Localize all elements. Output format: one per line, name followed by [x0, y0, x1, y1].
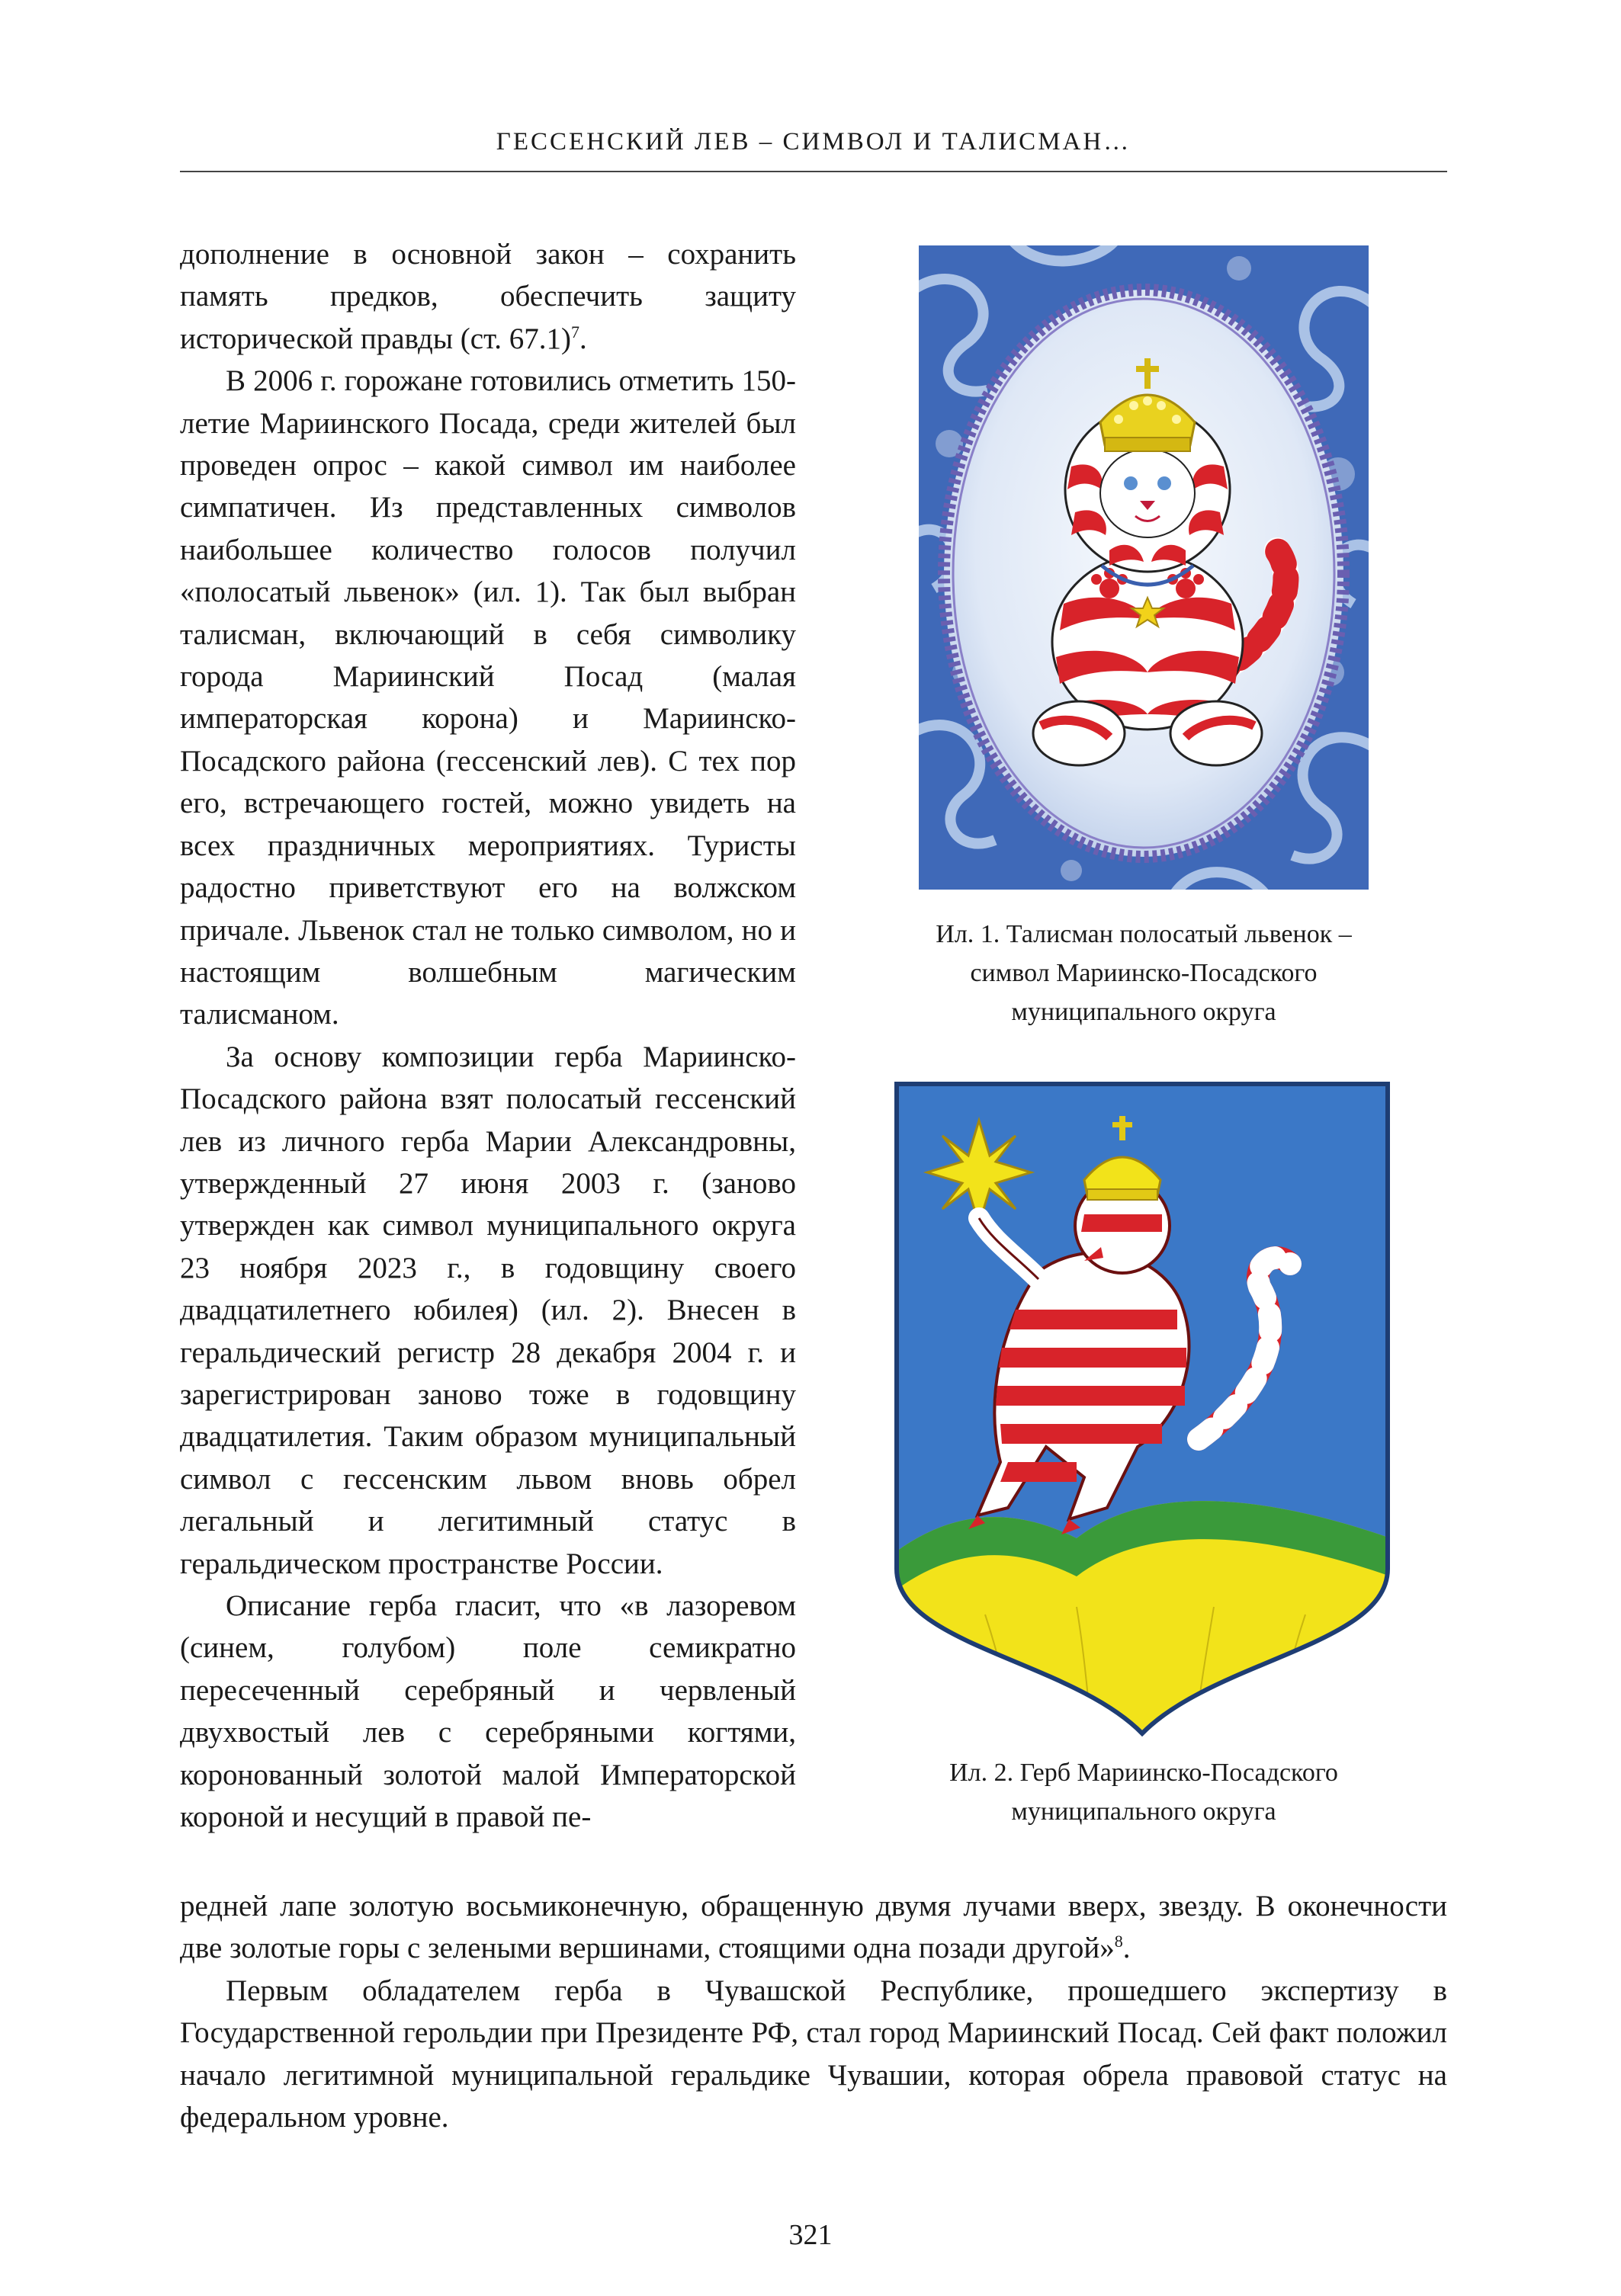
footnote-ref[interactable]: 7: [570, 322, 579, 342]
figure-talisman-lion-cub: [919, 245, 1369, 890]
running-head: ГЕССЕНСКИЙ ЛЕВ – СИМВОЛ И ТАЛИСМАН…: [496, 128, 1131, 156]
paragraph: дополнение в основной закон – сохранить память предков, обеспечить защиту исторической правды (ст. 67.1)$^7$.: [180, 238, 796, 355]
caption-line: символ Мариинско-Посадского: [970, 959, 1318, 987]
lion-eye-right: [1157, 476, 1171, 490]
header-rule: [180, 171, 1447, 172]
figure-coat-of-arms: [894, 1081, 1391, 1736]
crown-cross: [1144, 358, 1151, 389]
caption-line: муниципального округа: [1011, 1797, 1276, 1826]
crown-cross: [1119, 1116, 1125, 1140]
paragraph-text: дополнение в основной закон – сохранить память предков, обеспечить защиту исторической правды (ст. 67.1): [180, 238, 796, 355]
paragraph: Первым обладателем герба в Чувашской Республике, прошедшего экспертизу в Государственной герольдии при Президенте РФ, стал город Мариинский Посад. Сей факт положил начало легитимной муниципальной геральдике Чувашии, которая обрела правовой статус на федеральном уровне.: [180, 1974, 1447, 2134]
footnote-ref[interactable]: 8: [1114, 1932, 1123, 1951]
caption-line: Ил. 1. Талисман полосатый львенок –: [936, 920, 1352, 948]
figure2-caption: [854, 1753, 1433, 1831]
figure1-caption: [854, 915, 1433, 1031]
left-text-column: [180, 233, 796, 1838]
paragraph: За основу композиции герба Мариинско-Посадского района взят полосатый гессенский лев из личного герба Марии Александровны, утвержденный 27 июня 2003 г. (заново утвержден как символ муниципального округа 23 ноября 2023 г., в годовщину своего двадцатилетнего юбилея) (ил. 2). Внесен в геральдический регистр 28 декабря 2004 г. и зарегистрирован заново тоже в годовщину двадцатилетия. Таким образом муниципальный символ с гессенским львом вновь обрел легальный и легитимный статус в геральдическом пространстве России.: [180, 1040, 796, 1580]
page-number: 321: [788, 2219, 833, 2251]
full-width-text: [180, 1885, 1447, 2138]
paragraph: В 2006 г. горожане готовились отметить 150-летие Мариинского Посада, среди жителей был проведен опрос – какой символ им наиболее симпатичен. Из представленных символов наибольшее количество голосов получил «полосатый львенок» (ил. 1). Так был выбран талисман, включающий в себя символику города Мариинский Посад (малая императорская корона) и Мариинско-Посадского района (гессенский лев). С тех пор его, встречающего гостей, можно увидеть на всех праздничных мероприятиях. Туристы радостно приветствуют его на волжском причале. Львенок стал не только символом, но и настоящим волшебным магическим талисманом.: [180, 364, 796, 1031]
caption-line: муниципального округа: [1011, 998, 1276, 1026]
lion-eye-left: [1124, 476, 1138, 490]
paragraph: Описание герба гласит, что «в лазоревом (синем, голубом) поле семикратно пересеченный серебряный и червленый двухвостый лев с серебряными когтями, коронованный золотой малой Императорской короной и несущий в правой пе-: [180, 1589, 796, 1834]
caption-line: Ил. 2. Герб Мариинско-Посадского: [949, 1759, 1338, 1787]
lion-face: [1100, 449, 1195, 537]
paragraph-text: редней лапе золотую восьмиконечную, обращенную двумя лучами вверх, звезду. В оконечности две золотые горы с зелеными вершинами, стоящими одна позади другой»: [180, 1890, 1447, 1965]
paragraph: редней лапе золотую восьмиконечную, обращенную двумя лучами вверх, звезду. В оконечности две золотые горы с зелеными вершинами, стоящими одна позади другой»$^8$.: [180, 1890, 1447, 1965]
